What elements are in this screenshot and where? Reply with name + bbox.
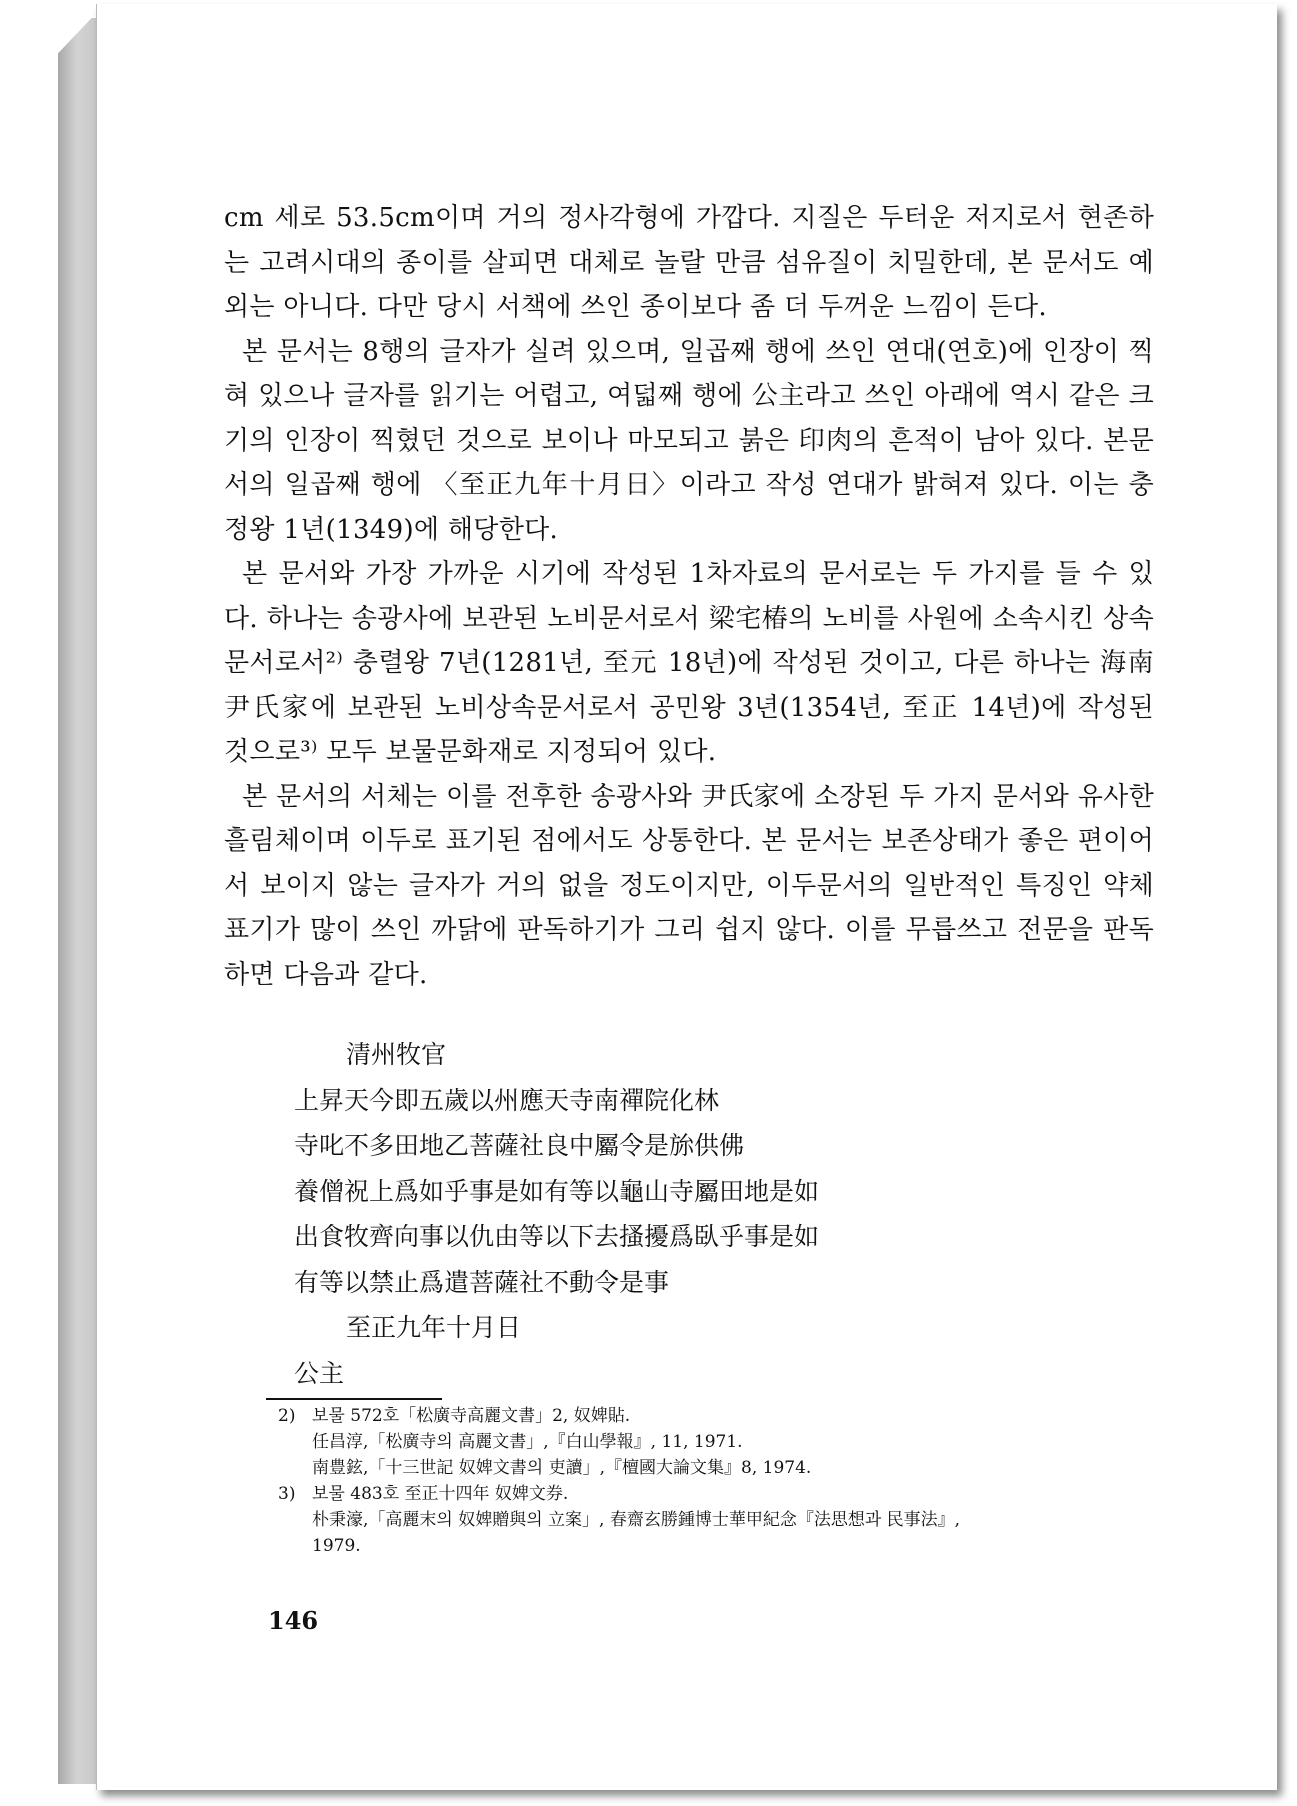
footnote-text: 南豊鉉,「十三世記 奴婢文書의 吏讀」,『檀國大論文集』8, 1974. — [312, 1458, 812, 1478]
footnotes — [278, 1403, 1158, 1559]
paragraph: 본 문서는 8행의 글자가 실려 있으며, 일곱째 행에 쓰인 연대(연호)에 인장이 찍혀 있으나 글자를 읽기는 어렵고, 여덟째 행에 公主라고 쓰인 아래에 역시 같은 크기의 인장이 찍혔던 것으로 보이나 마모되고 붉은 印肉의 흔적이 남아 있다. 본문서의 일곱째 행에 〈至正九年十月日〉이라고 작성 연대가 밝혀져 있다. 이는 충정왕 1년(1349)에 해당한다. — [224, 336, 1154, 545]
transcription-line: 有等以禁止爲遣菩薩社不動令是事 — [294, 1267, 670, 1297]
footnote-number: 3) — [278, 1484, 296, 1504]
footnote-3 — [278, 1481, 1158, 1507]
footnote-text: 1979. — [312, 1536, 361, 1556]
paragraph: cm 세로 53.5cm이며 거의 정사각형에 가깝다. 지질은 두터운 저지로서 현존하는 고려시대의 종이를 살피면 대체로 놀랄 만큼 섬유질이 치밀한데, 본 문서도 예외는 아니다. 다만 당시 서책에 쓰인 종이보다 좀 더 두꺼운 느낌이 든다. — [224, 203, 1154, 322]
transcription-line: 養僧祝上爲如乎事是如有等以龜山寺屬田地是如 — [294, 1176, 820, 1206]
transcription-date: 至正九年十月日 — [346, 1313, 522, 1342]
footnote-text: 보물 483호 至正十四年 奴婢文券. — [312, 1484, 569, 1504]
transcription-line: 上昇天今即五歲以州應天寺南禪院化林 — [294, 1085, 720, 1115]
transcription-line: 出食牧齊向事以仇由等以下去搔擾爲臥乎事是如 — [294, 1222, 820, 1251]
paragraph: 본 문서와 가장 가까운 시기에 작성된 1차자료의 문서로는 두 가지를 들 수 있다. 하나는 송광사에 보관된 노비문서로서 梁宅椿의 노비를 사원에 소속시킨 상속문서로서²⁾ 충렬왕 7년(1281년, 至元 18년)에 작성된 것이고, 다른 하나는 海南尹氏家에 보관된 노비상속문서로서 공민왕 3년(1354년, 至正 14년)에 작성된 것으로³⁾ 모두 보물문화재로 지정되어 있다. — [224, 559, 1154, 767]
transcription-heading: 清州牧官 — [346, 1040, 447, 1069]
document-transcription — [294, 1032, 914, 1396]
footnote-2 — [278, 1403, 1158, 1429]
footnote-number: 2) — [278, 1406, 296, 1426]
footnote-text: 朴秉濠,「高麗末의 奴婢贈與의 立案」, 春齋玄勝鍾博士華甲紀念『法思想과 民事法』, — [312, 1510, 961, 1530]
transcription-line: 寺叱不多田地乙菩薩社良中屬令是旀供佛 — [294, 1131, 745, 1160]
footnote-text: 보물 572호「松廣寺高麗文書」2, 奴婢貼. — [312, 1406, 631, 1426]
footnote-rule — [266, 1398, 442, 1400]
paragraph: 본 문서의 서체는 이를 전후한 송광사와 尹氏家에 소장된 두 가지 문서와 유사한 흘림체이며 이두로 표기된 점에서도 상통한다. 본 문서는 보존상태가 좋은 편이어서 보이지 않는 글자가 거의 없을 정도이지만, 이두문서의 일반적인 특징인 약체표기가 많이 쓰인 까닭에 판독하기가 그리 쉽지 않다. 이를 무릅쓰고 전문을 판독하면 다음과 같다. — [224, 781, 1154, 990]
transcription-signature: 公主 — [294, 1358, 345, 1388]
body-text — [224, 196, 1154, 997]
footnote-text: 任昌淳,「松廣寺의 高麗文書」,『白山學報』, 11, 1971. — [312, 1432, 743, 1452]
page-number: 146 — [268, 1606, 319, 1635]
